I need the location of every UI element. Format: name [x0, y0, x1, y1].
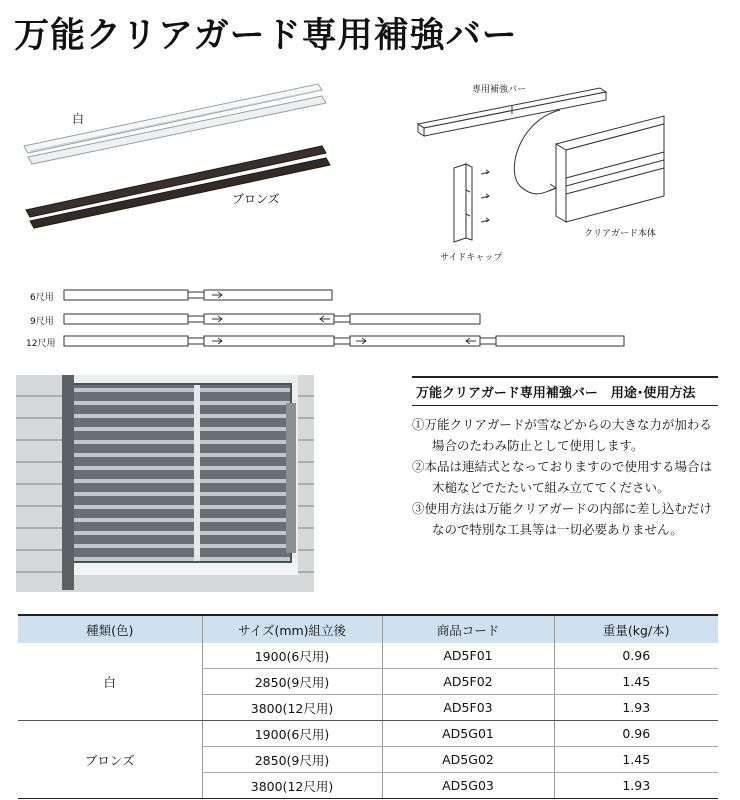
size-cell: 3800(12尺用) — [202, 773, 382, 799]
white-bars — [24, 84, 326, 164]
table-row — [18, 643, 718, 669]
size-cell: 2850(9尺用) — [202, 747, 382, 773]
code-cell: AD5F03 — [382, 695, 554, 721]
table-header-row — [18, 615, 718, 643]
size-cell: 2850(9尺用) — [202, 669, 382, 695]
code-cell: AD5G01 — [382, 721, 554, 747]
size-cell: 1900(6尺用) — [202, 721, 382, 747]
photo-drawing — [16, 375, 314, 592]
usage-item: ③使用方法は万能クリアガードの内部に差し込むだけなので特別な工具等は一切必要ありません。 — [412, 501, 712, 537]
usage-section — [412, 376, 718, 540]
usage-item: ②本品は連結式となっておりますので使用する場合は木槌などでたたいて組み立ててください。 — [412, 459, 713, 495]
length-label-9: 9尺用 — [30, 317, 54, 327]
weight-cell: 1.45 — [554, 669, 718, 695]
header-kind: 種類(色) — [18, 615, 202, 643]
code-cell: AD5F02 — [382, 669, 554, 695]
size-cell: 1900(6尺用) — [202, 643, 382, 669]
assembly-diagram — [418, 88, 664, 242]
weight-cell: 0.96 — [554, 721, 718, 747]
size-cell: 3800(12尺用) — [202, 695, 382, 721]
header-code: 商品コード — [382, 615, 554, 643]
page-title: 万能クリアガード専用補強バー — [14, 16, 518, 56]
spec-table — [18, 614, 718, 799]
table-row — [18, 721, 718, 747]
kind-white: 白 — [18, 643, 202, 721]
cap-label: サイドキャップ — [440, 253, 503, 263]
code-cell: AD5G02 — [382, 747, 554, 773]
usage-title: 万能クリアガード専用補強バー 用途･使用方法 — [412, 376, 718, 406]
weight-cell: 1.45 — [554, 747, 718, 773]
usage-list — [412, 414, 718, 540]
header-weight: 重量(kg/本) — [554, 615, 718, 643]
usage-item: ①万能クリアガードが雪などからの大きな力が加わる場合のたわみ防止として使用します。 — [412, 417, 712, 453]
weight-cell: 1.93 — [554, 773, 718, 799]
kind-bronze: ブロンズ — [18, 721, 202, 799]
installation-photo — [16, 375, 314, 592]
length-label-6: 6尺用 — [30, 293, 54, 303]
header-size: サイズ(mm)組立後 — [202, 615, 382, 643]
weight-cell: 0.96 — [554, 643, 718, 669]
length-diagram — [64, 290, 624, 346]
code-cell: AD5G03 — [382, 773, 554, 799]
code-cell: AD5F01 — [382, 643, 554, 669]
bar-label: 専用補強バー — [472, 85, 527, 95]
length-label-12: 12尺用 — [26, 339, 56, 349]
weight-cell: 1.93 — [554, 695, 718, 721]
white-label: 白 — [72, 112, 85, 126]
bronze-bars — [26, 146, 330, 228]
body-label: クリアガード本体 — [584, 229, 656, 239]
bronze-label: ブロンズ — [232, 192, 280, 206]
